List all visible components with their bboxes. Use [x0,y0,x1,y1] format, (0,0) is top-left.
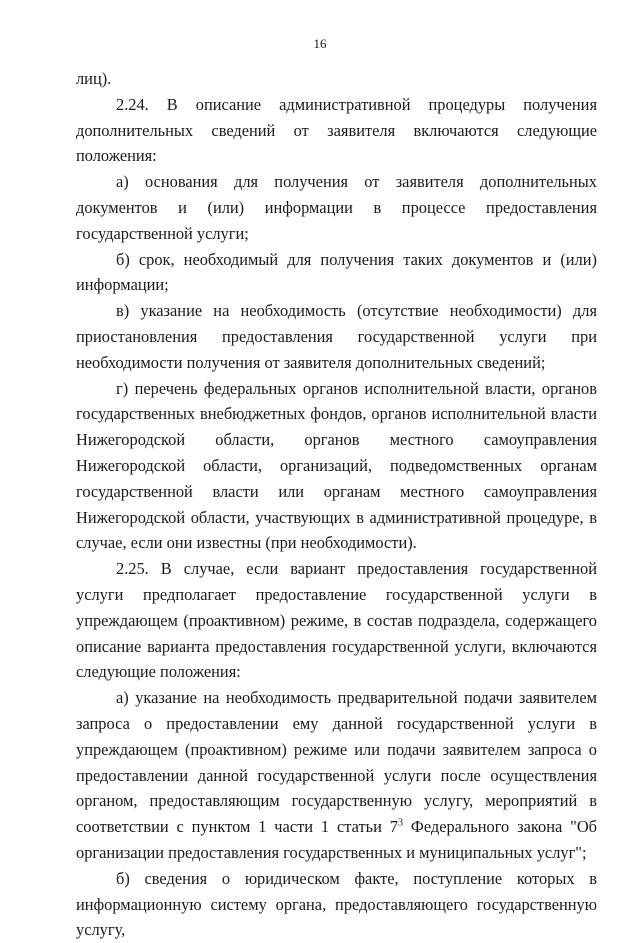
paragraph-2-24-v: в) указание на необходимость (отсутствие необходимости) для приостановления предоставления государственной услуги при необходимости получения от заявителя дополнительных сведений; [76,301,597,372]
paragraph-2-25-a-text: а) указание на необходимость предварительной подачи заявителем запроса о предоставлении ему данной государственной услуги в упреждающем (проактивном) режиме или подачи заявителем запроса о предоставлении данной государственной услуги после осуществления органом, предоставляющим государственную услугу, мероприятий в соответствии с пунктом 1 части 1 статьи 7 [76,688,597,837]
page-number: 16 [313,36,327,51]
paragraph-2-24-g: г) перечень федеральных органов исполнительной власти, органов государственных внебюджетных фондов, органов исполнительной власти Нижегородской области, органов местного самоуправления Нижегородской области, организаций, подведомственных органам государственной власти или органам местного самоуправления Нижегородской области, участвующих в административной процедуре, в случае, если они известны (при необходимости). [76,378,597,553]
paragraph-2-24: 2.24. В описание административной процедуры получения дополнительных сведений от заявителя включаются следующие положения: [76,94,597,166]
paragraph-2-25-a-text-end: Федерального закона "Об организации предоставления государственных и муниципальных услуг"; [76,817,597,862]
paragraph-continuation: лиц). [76,69,112,88]
paragraph-2-25: 2.25. В случае, если вариант предоставления государственной услуги предполагает предоставление государственной услуги в упреждающем (проактивном) режиме, в состав подраздела, содержащего описание варианта предоставления государственной услуги, включаются следующие положения: [76,559,597,682]
superscript-3: 3 [397,817,403,829]
paragraph-2-25-b: б) сведения о юридическом факте, поступление которых в информационную систему органа, предоставляющего государственную услугу, [76,868,597,940]
paragraph-2-25-a [76,685,597,866]
paragraph-2-24-a: а) основания для получения от заявителя дополнительных документов и (или) информации в процессе предоставления государственной услуги; [76,172,597,243]
document-body [76,66,597,943]
paragraph-2-24-b: б) срок, необходимый для получения таких документов и (или) информации; [76,249,597,295]
